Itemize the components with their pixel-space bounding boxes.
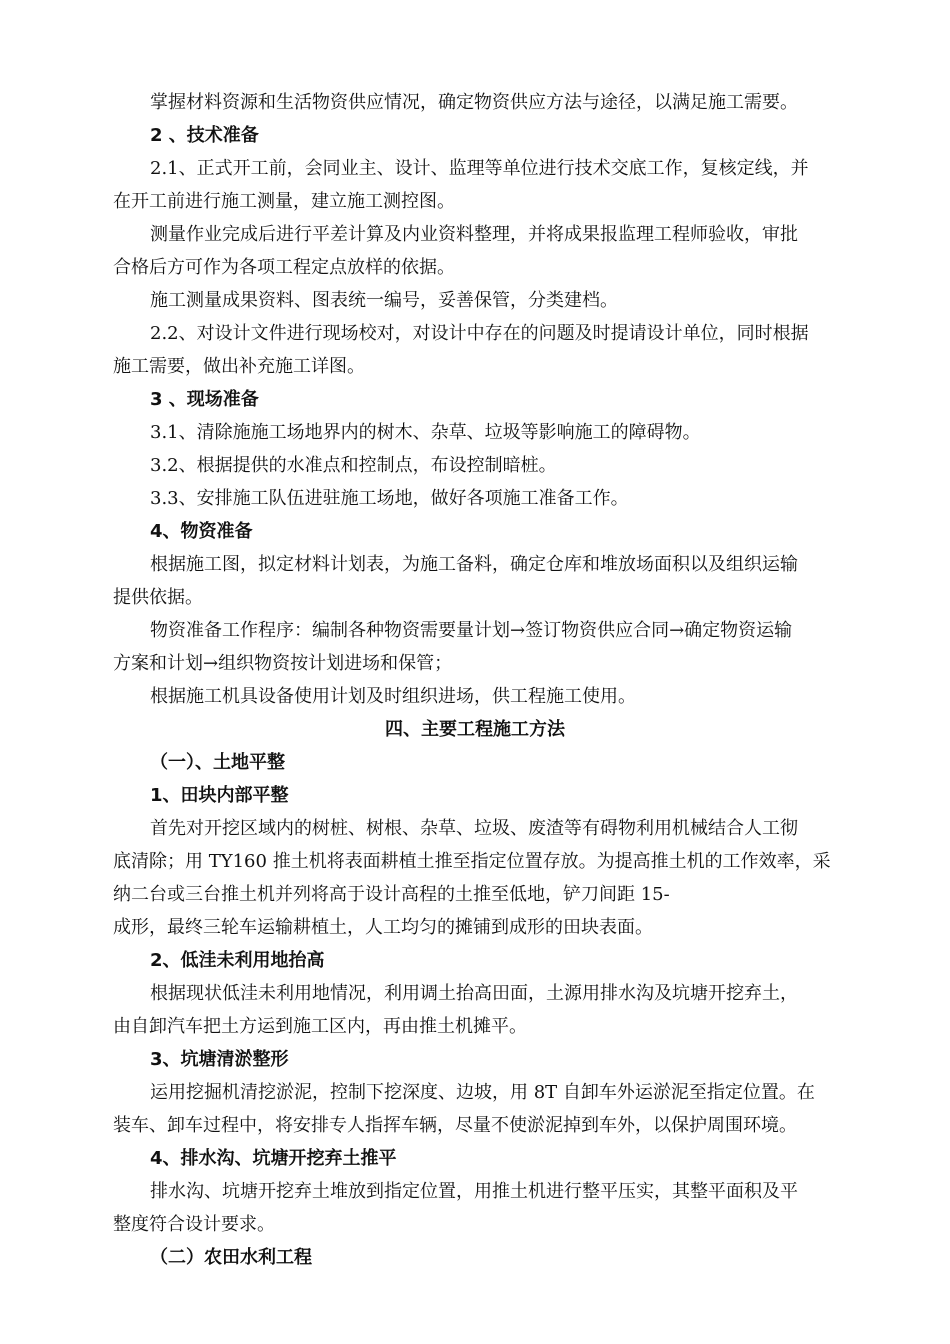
paragraph-line: 物资准备工作程序：编制各种物资需要量计划→签订物资供应合同→确定物资运输 [150,620,793,641]
section-heading: 2、低洼未利用地抬高 [150,950,325,971]
paragraph-line: 首先对开挖区域内的树桩、树根、杂草、垃圾、废渣等有碍物利用机械结合人工彻 [150,818,798,839]
paragraph-line: 整度符合设计要求。 [113,1214,275,1235]
paragraph-line: 排水沟、坑塘开挖弃土堆放到指定位置，用推土机进行整平压实，其整平面积及平 [150,1181,798,1202]
paragraph-line: 底清除；用 TY160 推土机将表面耕植土推至指定位置存放。为提高推土机的工作效率，采 [113,851,831,872]
paragraph-line: 2.1、正式开工前，会同业主、设计、监理等单位进行技术交底工作，复核定线，并 [150,158,809,179]
occluded-text-patch [700,883,870,907]
section-heading: 2 、技术准备 [150,125,259,146]
paragraph-line: 运用挖掘机清挖淤泥，控制下挖深度、边坡，用 8T 自卸车外运淤泥至指定位置。在 [150,1082,815,1103]
paragraph-line: 方案和计划→组织物资按计划进场和保管； [113,653,453,674]
paragraph-line: 3.2、根据提供的水准点和控制点，布设控制暗桩。 [150,455,557,476]
chapter-heading: 四、主要工程施工方法 [385,719,565,740]
paragraph-line: 根据施工图，拟定材料计划表，为施工备料，确定仓库和堆放场面积以及组织运输 [150,554,798,575]
section-heading: 4、排水沟、坑塘开挖弃土推平 [150,1148,397,1169]
paragraph-line: 纳二台或三台推土机并列将高于设计高程的土推至低地，铲刀间距 15- [113,884,670,905]
section-heading: 3、坑塘清淤整形 [150,1049,289,1070]
paragraph-line: 成形，最终三轮车运输耕植土，人工均匀的摊铺到成形的田块表面。 [113,917,653,938]
subsection-heading: （二）农田水利工程 [150,1247,312,1268]
paragraph-line: 在开工前进行施工测量，建立施工测控图。 [113,191,455,212]
paragraph-line: 3.3、安排施工队伍进驻施工场地，做好各项施工准备工作。 [150,488,629,509]
paragraph-line: 3.1、清除施施工场地界内的树木、杂草、垃圾等影响施工的障碍物。 [150,422,701,443]
paragraph-line: 提供依据。 [113,587,203,608]
section-heading: 3 、现场准备 [150,389,259,410]
paragraph-line: 施工需要，做出补充施工详图。 [113,356,365,377]
paragraph-line: 根据现状低洼未利用地情况，利用调土抬高田面，土源用排水沟及坑塘开挖弃土， [150,983,798,1004]
paragraph-line: 装车、卸车过程中，将安排专人指挥车辆，尽量不使淤泥掉到车外，以保护周围环境。 [113,1115,797,1136]
paragraph-line: 根据施工机具设备使用计划及时组织进场，供工程施工使用。 [150,686,636,707]
subsection-heading: （一）、土地平整 [150,752,285,773]
paragraph-line: 合格后方可作为各项工程定点放样的依据。 [113,257,455,278]
paragraph-line: 施工测量成果资料、图表统一编号，妥善保管，分类建档。 [150,290,618,311]
paragraph-line: 测量作业完成后进行平差计算及内业资料整理，并将成果报监理工程师验收，审批 [150,224,798,245]
paragraph-line: 2.2、对设计文件进行现场校对，对设计中存在的问题及时提请设计单位，同时根据 [150,323,809,344]
section-heading: 4、物资准备 [150,521,253,542]
section-heading: 1、田块内部平整 [150,785,289,806]
paragraph-line: 由自卸汽车把土方运到施工区内，再由推土机摊平。 [113,1016,527,1037]
paragraph-line: 掌握材料资源和生活物资供应情况，确定物资供应方法与途径，以满足施工需要。 [150,92,798,113]
